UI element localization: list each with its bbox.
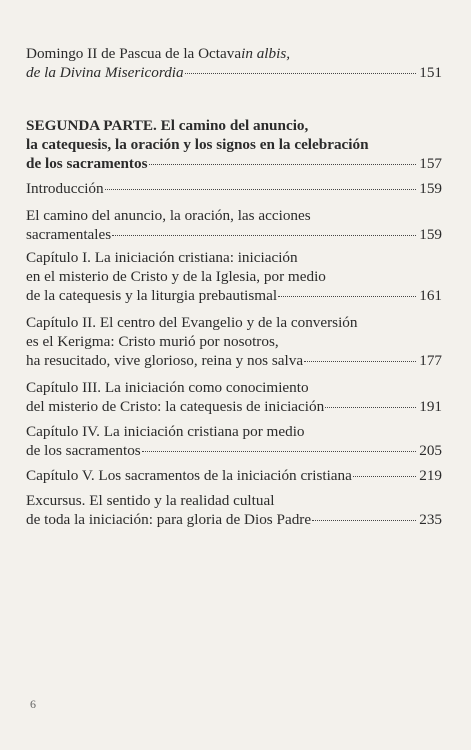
leader-dots: [142, 450, 417, 452]
leader-dots: [312, 519, 416, 521]
page-number: 177: [419, 352, 442, 369]
toc-entry-line-italic: in albis,: [241, 45, 291, 62]
toc-entry-line: la catequesis, la oración y los signos en la celebración: [26, 136, 369, 153]
page-number: 157: [419, 155, 442, 172]
toc-entry-capitulo-2: [26, 313, 442, 370]
toc-entry-line: Capítulo IV. La iniciación cristiana por medio: [26, 423, 305, 440]
toc-entry-line: ha resucitado, vive glorioso, reina y nos salva: [26, 352, 304, 369]
toc-entry-line: Capítulo I. La iniciación cristiana: iniciación: [26, 249, 298, 266]
toc-entry-line: Capítulo III. La iniciación como conocimiento: [26, 379, 309, 396]
toc-entry-line: de los sacramentos: [26, 442, 141, 459]
toc-entry-capitulo-5: [26, 466, 442, 485]
toc-entry-line: Excursus. El sentido y la realidad cultual: [26, 492, 275, 509]
toc-entry-line: en el misterio de Cristo y de la Iglesia, por medio: [26, 268, 326, 285]
toc-entry-introduccion: [26, 179, 442, 198]
leader-dots: [149, 163, 417, 165]
page-number: 161: [419, 287, 442, 304]
toc-entry-line-italic: de la Divina Misericordia: [26, 64, 184, 81]
leader-dots: [112, 234, 416, 236]
toc-entry-line: Capítulo V. Los sacramentos de la iniciación cristiana: [26, 467, 352, 484]
toc-entry-line: de toda la iniciación: para gloria de Dios Padre: [26, 511, 312, 528]
page-number: 159: [419, 180, 442, 197]
leader-dots: [278, 295, 416, 297]
leader-dots: [325, 406, 416, 408]
toc-entry-capitulo-4: [26, 422, 442, 460]
page-number: 191: [419, 398, 442, 415]
leader-dots: [185, 72, 417, 74]
leader-dots: [353, 475, 416, 477]
toc-entry-camino-anuncio: [26, 206, 442, 244]
toc-part-heading-segunda-parte: [26, 116, 442, 173]
toc-entry-line: es el Kerigma: Cristo murió por nosotros,: [26, 333, 279, 350]
toc-entry-line: Domingo II de Pascua de la Octava: [26, 45, 242, 62]
page-number: 235: [419, 511, 442, 528]
toc-entry-capitulo-1: [26, 248, 442, 305]
toc-entry-line: sacramentales: [26, 226, 112, 243]
toc-entry-line: Introducción: [26, 180, 104, 197]
page-number: 151: [419, 64, 442, 81]
page-number: 219: [419, 467, 442, 484]
leader-dots: [105, 188, 417, 190]
toc-entry-domingo-pascua: [26, 44, 442, 82]
toc-entry-excursus: [26, 491, 442, 529]
toc-entry-line: SEGUNDA PARTE. El camino del anuncio,: [26, 117, 309, 134]
toc-entry-line: Capítulo II. El centro del Evangelio y de la conversión: [26, 314, 358, 331]
leader-dots: [304, 360, 416, 362]
folio-page-number: 6: [30, 697, 36, 711]
toc-entry-line: del misterio de Cristo: la catequesis de iniciación: [26, 398, 325, 415]
toc-entry-line: de los sacramentos: [26, 155, 148, 172]
page-number: 159: [419, 226, 442, 243]
page-number: 205: [419, 442, 442, 459]
toc-entry-line: El camino del anuncio, la oración, las acciones: [26, 207, 311, 224]
toc-entry-capitulo-3: [26, 378, 442, 416]
toc-entry-line: de la catequesis y la liturgia prebautismal: [26, 287, 278, 304]
